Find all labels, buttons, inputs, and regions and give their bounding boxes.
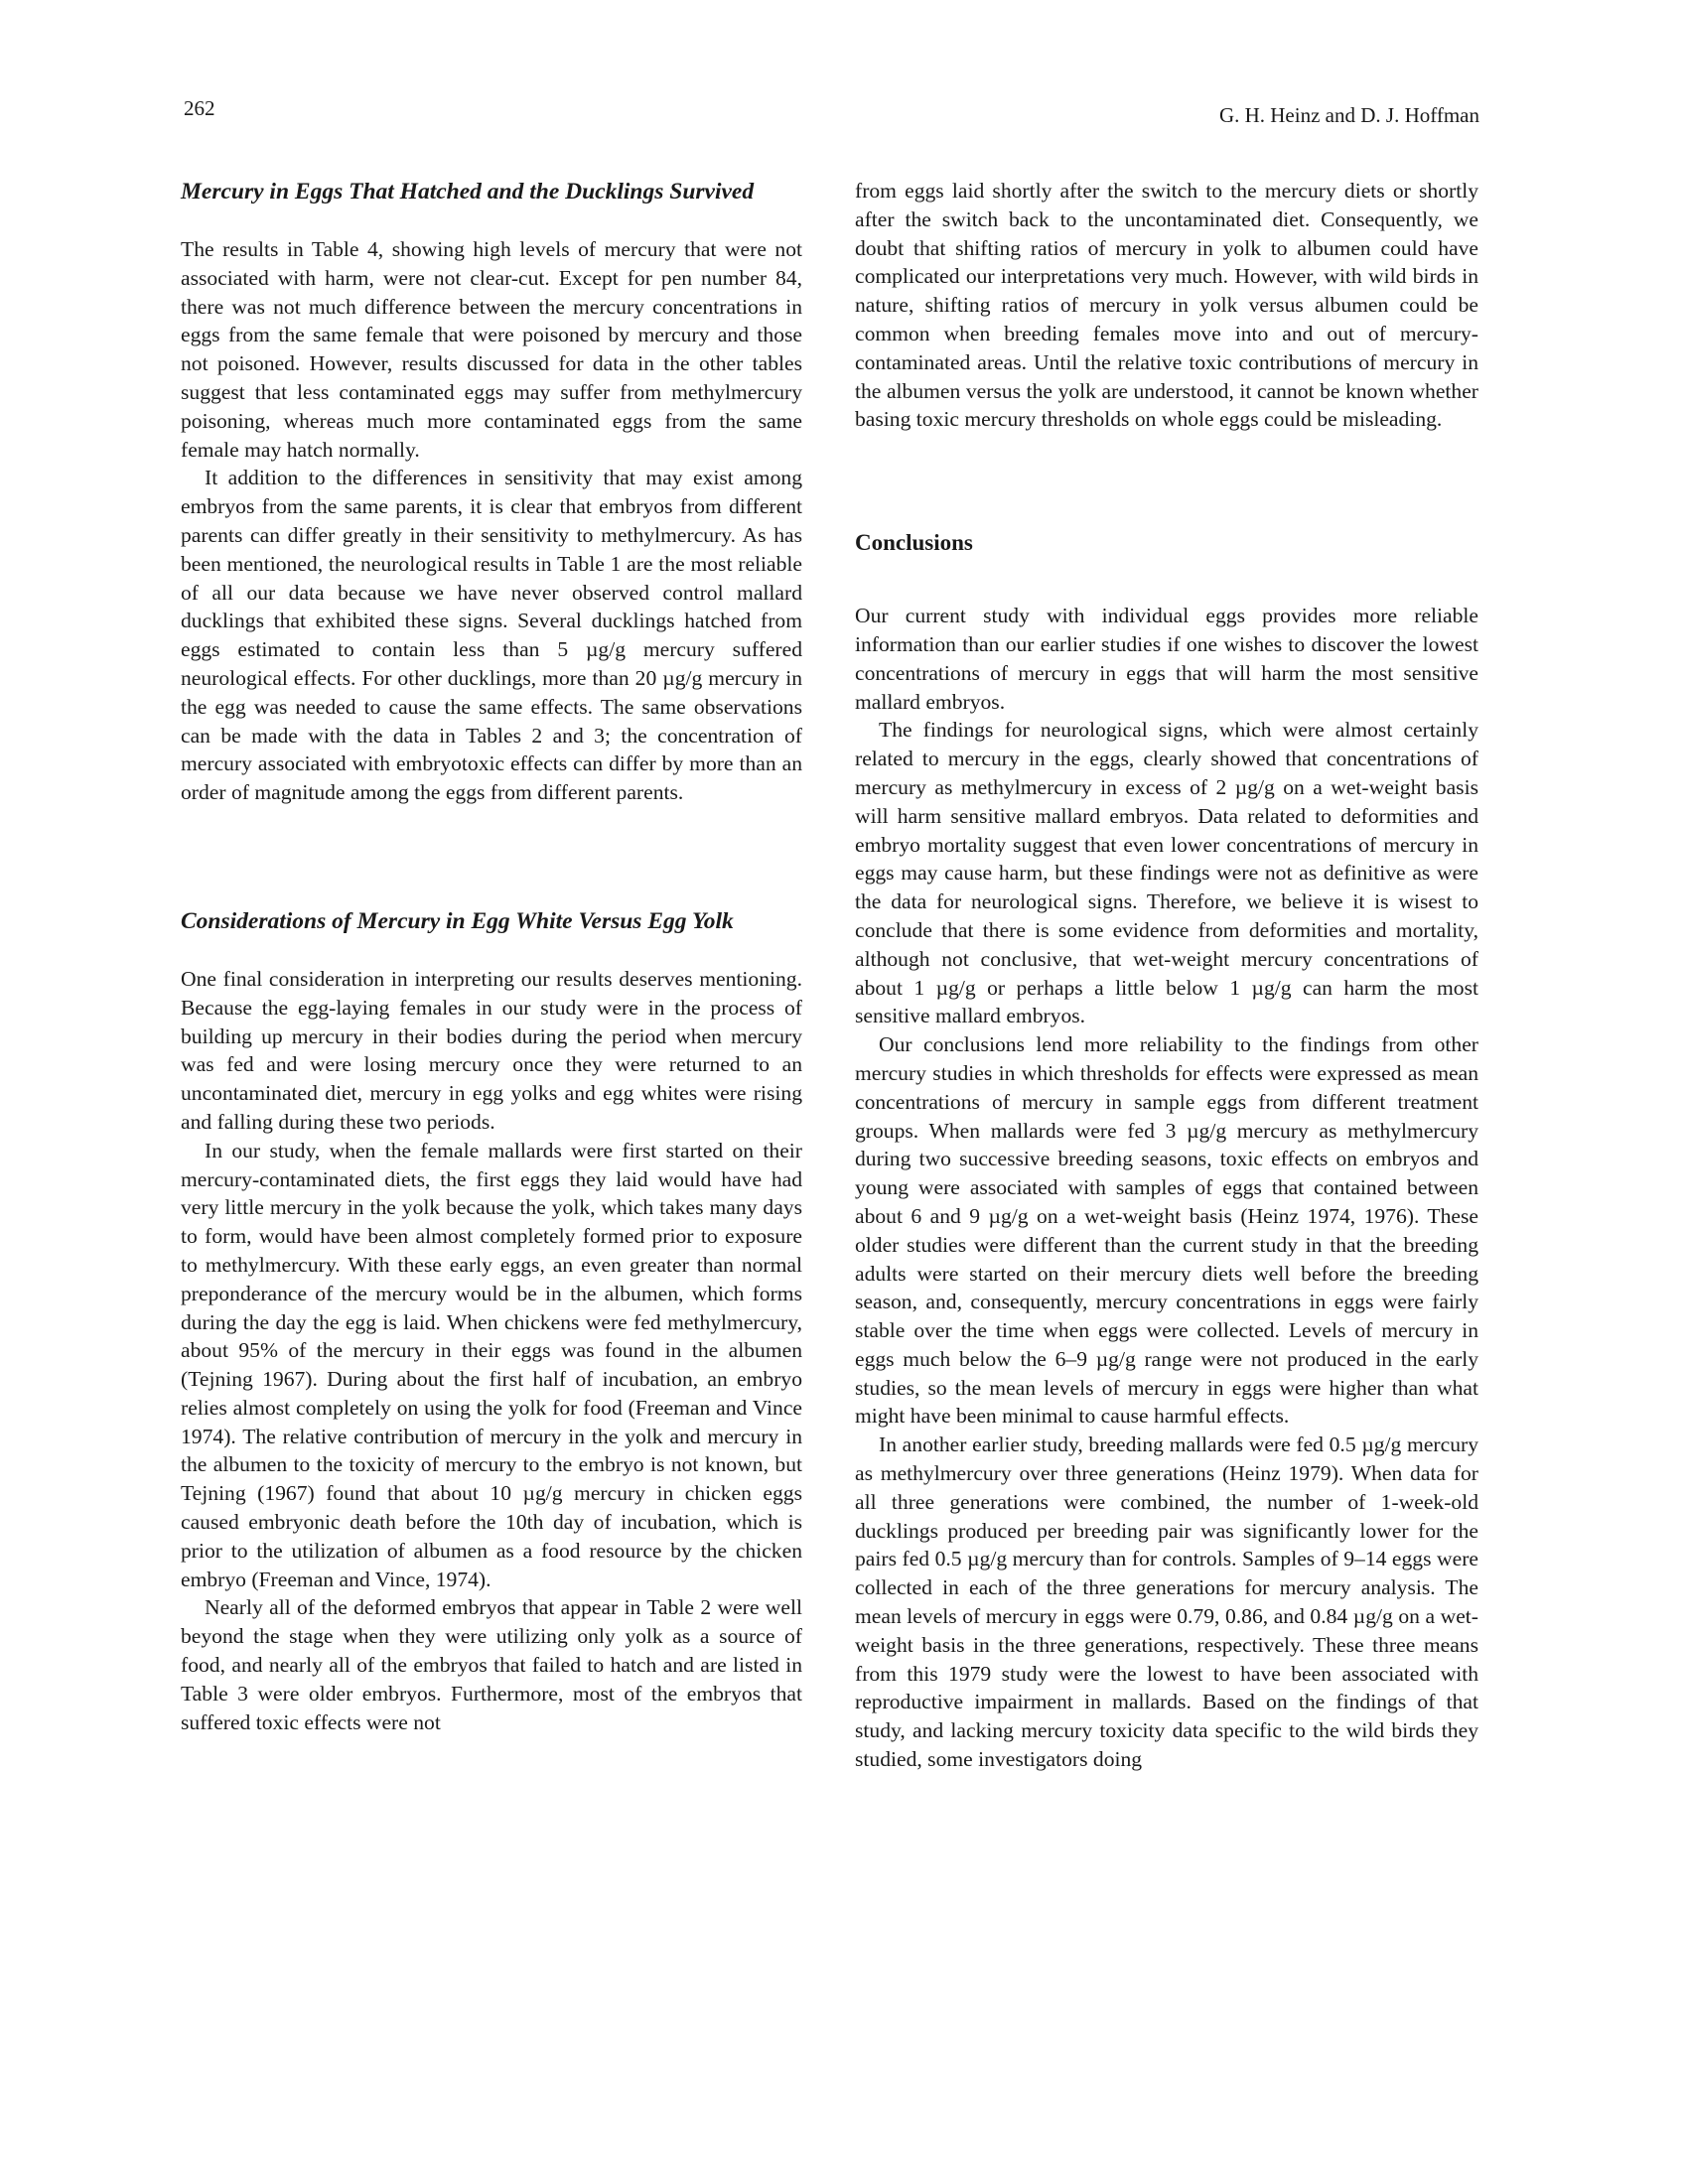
- paragraph: One final consideration in interpreting our results deserves mentioning. Because the egg-laying females in our study were in the process of building up mercury in their bodies during the period when mercury was fed and were losing mercury once they were returned to an uncontaminated diet, mercury in egg yolks and egg whites were rising and falling during these two periods.: [181, 966, 802, 1134]
- section-heading-conclusions: Conclusions: [855, 530, 973, 556]
- paragraph: Our conclusions lend more reliability to the findings from other mercury studies in which thresholds for effects were expressed as mean concentrations of mercury in sample eggs from different treatment groups. When mallards were fed 3 µg/g mercury as methylmercury during two successive breeding seasons, toxic effects on embryos and young were associated with samples of eggs that contained between about 6 and 9 µg/g on a wet-weight basis (Heinz 1974, 1976). These older studies were different than the current study in that the breeding adults were started on their mercury diets well before the breeding season, and, consequently, mercury concentrations in eggs were fairly stable over the time when eggs were collected. Levels of mercury in eggs much below the 6–9 µg/g range were not produced in the early studies, so the mean levels of mercury in eggs were higher than what might have been minimal to cause harmful effects.: [855, 1032, 1478, 1429]
- paragraph: In our study, when the female mallards were first started on their mercury-contaminated diets, the first eggs they laid would have had very little mercury in the yolk because the yolk, which takes many days to form, would have been almost completely formed prior to exposure to methylmercury. With these early eggs, an even greater than normal preponderance of the mercury would be in the albumen, which forms during the day the egg is laid. When chickens were fed methylmercury, about 95% of the mercury in their eggs was found in the albumen (Tejning 1967). During about the first half of incubation, an embryo relies almost completely on using the yolk for food (Freeman and Vince 1974). The relative contribution of mercury in the yolk and mercury in the albumen to the toxicity of mercury to the embryo is not known, but Tejning (1967) found that about 10 µg/g mercury in chicken eggs caused embryonic death before the 10th day of incubation, which is prior to the utilization of albumen as a food resource by the chicken embryo (Freeman and Vince, 1974).: [181, 1138, 802, 1591]
- section-heading-eggs-hatched: Mercury in Eggs That Hatched and the Ducklings Survived: [181, 179, 755, 205]
- paragraph: In another earlier study, breeding mallards were fed 0.5 µg/g mercury as methylmercury over three generations (Heinz 1979). When data for all three generations were combined, the number of 1-week-old ducklings produced per breeding pair was significantly lower for the pairs fed 0.5 µg/g mercury than for controls. Samples of 9–14 eggs were collected in each of the three generations for mercury analysis. The mean levels of mercury in eggs were 0.79, 0.86, and 0.84 µg/g on a wet-weight basis in the three generations, respectively. These three means from this 1979 study were the lowest to have been associated with reproductive impairment in mallards. Based on the findings of that study, and lacking mercury toxicity data specific to the wild birds they studied, some investigators doing: [855, 1433, 1478, 1772]
- right-column: [855, 177, 1478, 1774]
- paragraph: The findings for neurological signs, which were almost certainly related to mercury in the eggs, clearly showed that concentrations of mercury as methylmercury in excess of 2 µg/g on a wet-weight basis will harm sensitive mallard embryos. Data related to deformities and embryo mortality suggest that even lower concentrations of mercury in eggs may cause harm, but these findings were not as definitive as were the data for neurological signs. Therefore, we believe it is wisest to conclude that there is some evidence from deformities and mortality, although not conclusive, that wet-weight mercury concentrations of about 1 µg/g or perhaps a little below 1 µg/g can harm the most sensitive mallard embryos.: [855, 718, 1478, 1028]
- paragraph: The results in Table 4, showing high levels of mercury that were not associated with harm, were not clear-cut. Except for pen number 84, there was not much difference between the mercury concentrations in eggs from the same female that were poisoned by mercury and those not poisoned. However, results discussed for data in the other tables suggest that less contaminated eggs may suffer from methylmercury poisoning, whereas much more contaminated eggs from the same female may hatch normally.: [181, 237, 802, 462]
- paragraph: Our current study with individual eggs provides more reliable information than our earlier studies if one wishes to discover the lowest concentrations of mercury in eggs that will harm the most sensitive mallard embryos.: [855, 604, 1478, 714]
- left-column: [181, 177, 802, 1736]
- paragraph: It addition to the differences in sensitivity that may exist among embryos from the same parents, it is clear that embryos from different parents can differ greatly in their sensitivity to methylmercury. As has been mentioned, the neurological results in Table 1 are the most reliable of all our data because we have never observed control mallard ducklings that exhibited these signs. Several ducklings hatched from eggs estimated to contain less than 5 µg/g mercury suffered neurological effects. For other ducklings, more than 20 µg/g mercury in the egg was needed to cause the same effects. The same observations can be made with the data in Tables 2 and 3; the concentration of mercury associated with embryotoxic effects can differ by more than an order of magnitude among the eggs from different parents.: [181, 466, 802, 805]
- page-number: 262: [184, 96, 215, 120]
- section-heading-egg-white-vs-yolk: Considerations of Mercury in Egg White Versus Egg Yolk: [181, 907, 734, 934]
- paragraph: from eggs laid shortly after the switch to the mercury diets or shortly after the switch back to the uncontaminated diet. Consequently, we doubt that shifting ratios of mercury in yolk to albumen could have complicated our interpretations very much. However, with wild birds in nature, shifting ratios of mercury in yolk versus albumen could be common when breeding females move into and out of mercury-contaminated areas. Until the relative toxic contributions of mercury in the albumen versus the yolk are understood, it cannot be known whether basing toxic mercury thresholds on whole eggs could be misleading.: [855, 179, 1478, 432]
- running-header-authors: G. H. Heinz and D. J. Hoffman: [1218, 103, 1479, 127]
- paragraph: Nearly all of the deformed embryos that appear in Table 2 were well beyond the stage when they were utilizing only yolk as a source of food, and nearly all of the embryos that failed to hatch and are listed in Table 3 were older embryos. Furthermore, most of the embryos that suffered toxic effects were not: [181, 1595, 802, 1734]
